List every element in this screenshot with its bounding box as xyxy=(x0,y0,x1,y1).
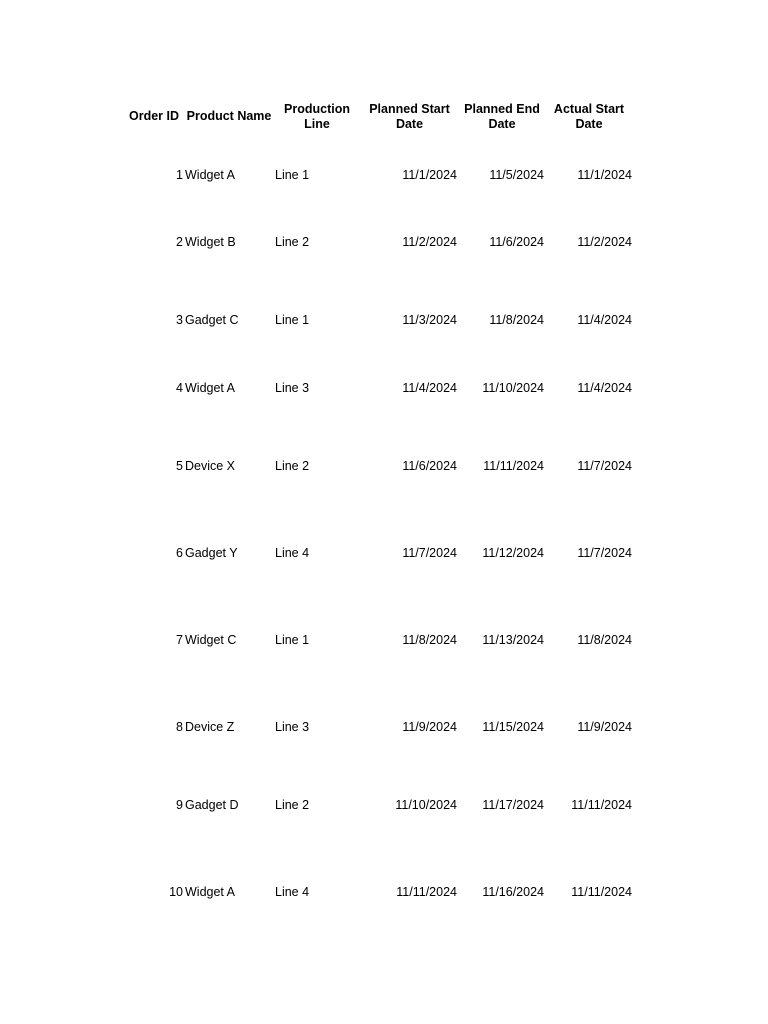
cell-actual-start: 11/11/2024 xyxy=(571,885,632,899)
cell-planned-end: 11/13/2024 xyxy=(482,633,544,647)
cell-planned-start: 11/8/2024 xyxy=(402,633,457,647)
cell-planned-start: 11/6/2024 xyxy=(402,459,457,473)
cell-order-id: 4 xyxy=(176,381,183,395)
cell-order-id: 8 xyxy=(176,720,183,734)
cell-order-id: 10 xyxy=(169,885,183,899)
cell-planned-end: 11/11/2024 xyxy=(483,459,544,473)
header-production-line: Production Line xyxy=(284,102,350,131)
cell-planned-start: 11/7/2024 xyxy=(402,546,457,560)
cell-production-line: Line 2 xyxy=(275,235,310,249)
cell-planned-start: 11/2/2024 xyxy=(402,235,457,249)
cell-planned-end: 11/5/2024 xyxy=(489,168,544,182)
cell-order-id: 6 xyxy=(176,546,183,560)
cell-planned-start: 11/9/2024 xyxy=(402,720,457,734)
cell-production-line: Line 3 xyxy=(275,720,310,734)
cell-planned-end: 11/16/2024 xyxy=(482,885,544,899)
cell-planned-end: 11/8/2024 xyxy=(489,313,544,327)
cell-product-name: Gadget Y xyxy=(185,546,238,560)
cell-actual-start: 11/8/2024 xyxy=(577,633,632,647)
cell-planned-end: 11/12/2024 xyxy=(482,546,544,560)
cell-actual-start: 11/7/2024 xyxy=(577,546,632,560)
header-product-name: Product Name xyxy=(186,109,272,123)
cell-planned-end: 11/10/2024 xyxy=(482,381,544,395)
cell-planned-start: 11/4/2024 xyxy=(402,381,457,395)
cell-product-name: Device Z xyxy=(185,720,235,734)
cell-production-line: Line 1 xyxy=(275,633,310,647)
header-planned-start-date: Planned Start Date xyxy=(369,102,450,131)
cell-production-line: Line 1 xyxy=(275,168,310,182)
cell-production-line: Line 3 xyxy=(275,381,310,395)
header-actual-start-date: Actual Start Date xyxy=(553,102,625,131)
cell-planned-end: 11/15/2024 xyxy=(482,720,544,734)
cell-product-name: Gadget C xyxy=(185,313,239,327)
cell-planned-start: 11/3/2024 xyxy=(402,313,457,327)
cell-actual-start: 11/4/2024 xyxy=(577,313,632,327)
cell-actual-start: 11/4/2024 xyxy=(577,381,632,395)
cell-actual-start: 11/9/2024 xyxy=(577,720,632,734)
cell-product-name: Device X xyxy=(185,459,236,473)
cell-product-name: Widget A xyxy=(185,168,236,182)
cell-product-name: Widget B xyxy=(185,235,236,249)
cell-production-line: Line 2 xyxy=(275,798,310,812)
cell-production-line: Line 2 xyxy=(275,459,310,473)
cell-product-name: Widget A xyxy=(185,885,236,899)
cell-order-id: 7 xyxy=(176,633,183,647)
cell-actual-start: 11/2/2024 xyxy=(577,235,632,249)
cell-actual-start: 11/7/2024 xyxy=(577,459,632,473)
cell-product-name: Widget C xyxy=(185,633,237,647)
header-planned-end-date: Planned End Date xyxy=(464,102,540,131)
cell-production-line: Line 4 xyxy=(275,885,310,899)
cell-planned-start: 11/11/2024 xyxy=(396,885,457,899)
cell-actual-start: 11/11/2024 xyxy=(571,798,632,812)
cell-planned-end: 11/6/2024 xyxy=(489,235,544,249)
cell-order-id: 1 xyxy=(176,168,183,182)
cell-order-id: 3 xyxy=(176,313,183,327)
cell-order-id: 2 xyxy=(176,235,183,249)
header-order-id: Order ID xyxy=(128,109,179,123)
cell-planned-end: 11/17/2024 xyxy=(482,798,544,812)
cell-production-line: Line 1 xyxy=(275,313,310,327)
cell-product-name: Widget A xyxy=(185,381,236,395)
cell-product-name: Gadget D xyxy=(185,798,239,812)
cell-planned-start: 11/1/2024 xyxy=(402,168,457,182)
cell-order-id: 5 xyxy=(176,459,183,473)
cell-actual-start: 11/1/2024 xyxy=(577,168,632,182)
cell-production-line: Line 4 xyxy=(275,546,310,560)
cell-planned-start: 11/10/2024 xyxy=(395,798,457,812)
cell-order-id: 9 xyxy=(176,798,183,812)
